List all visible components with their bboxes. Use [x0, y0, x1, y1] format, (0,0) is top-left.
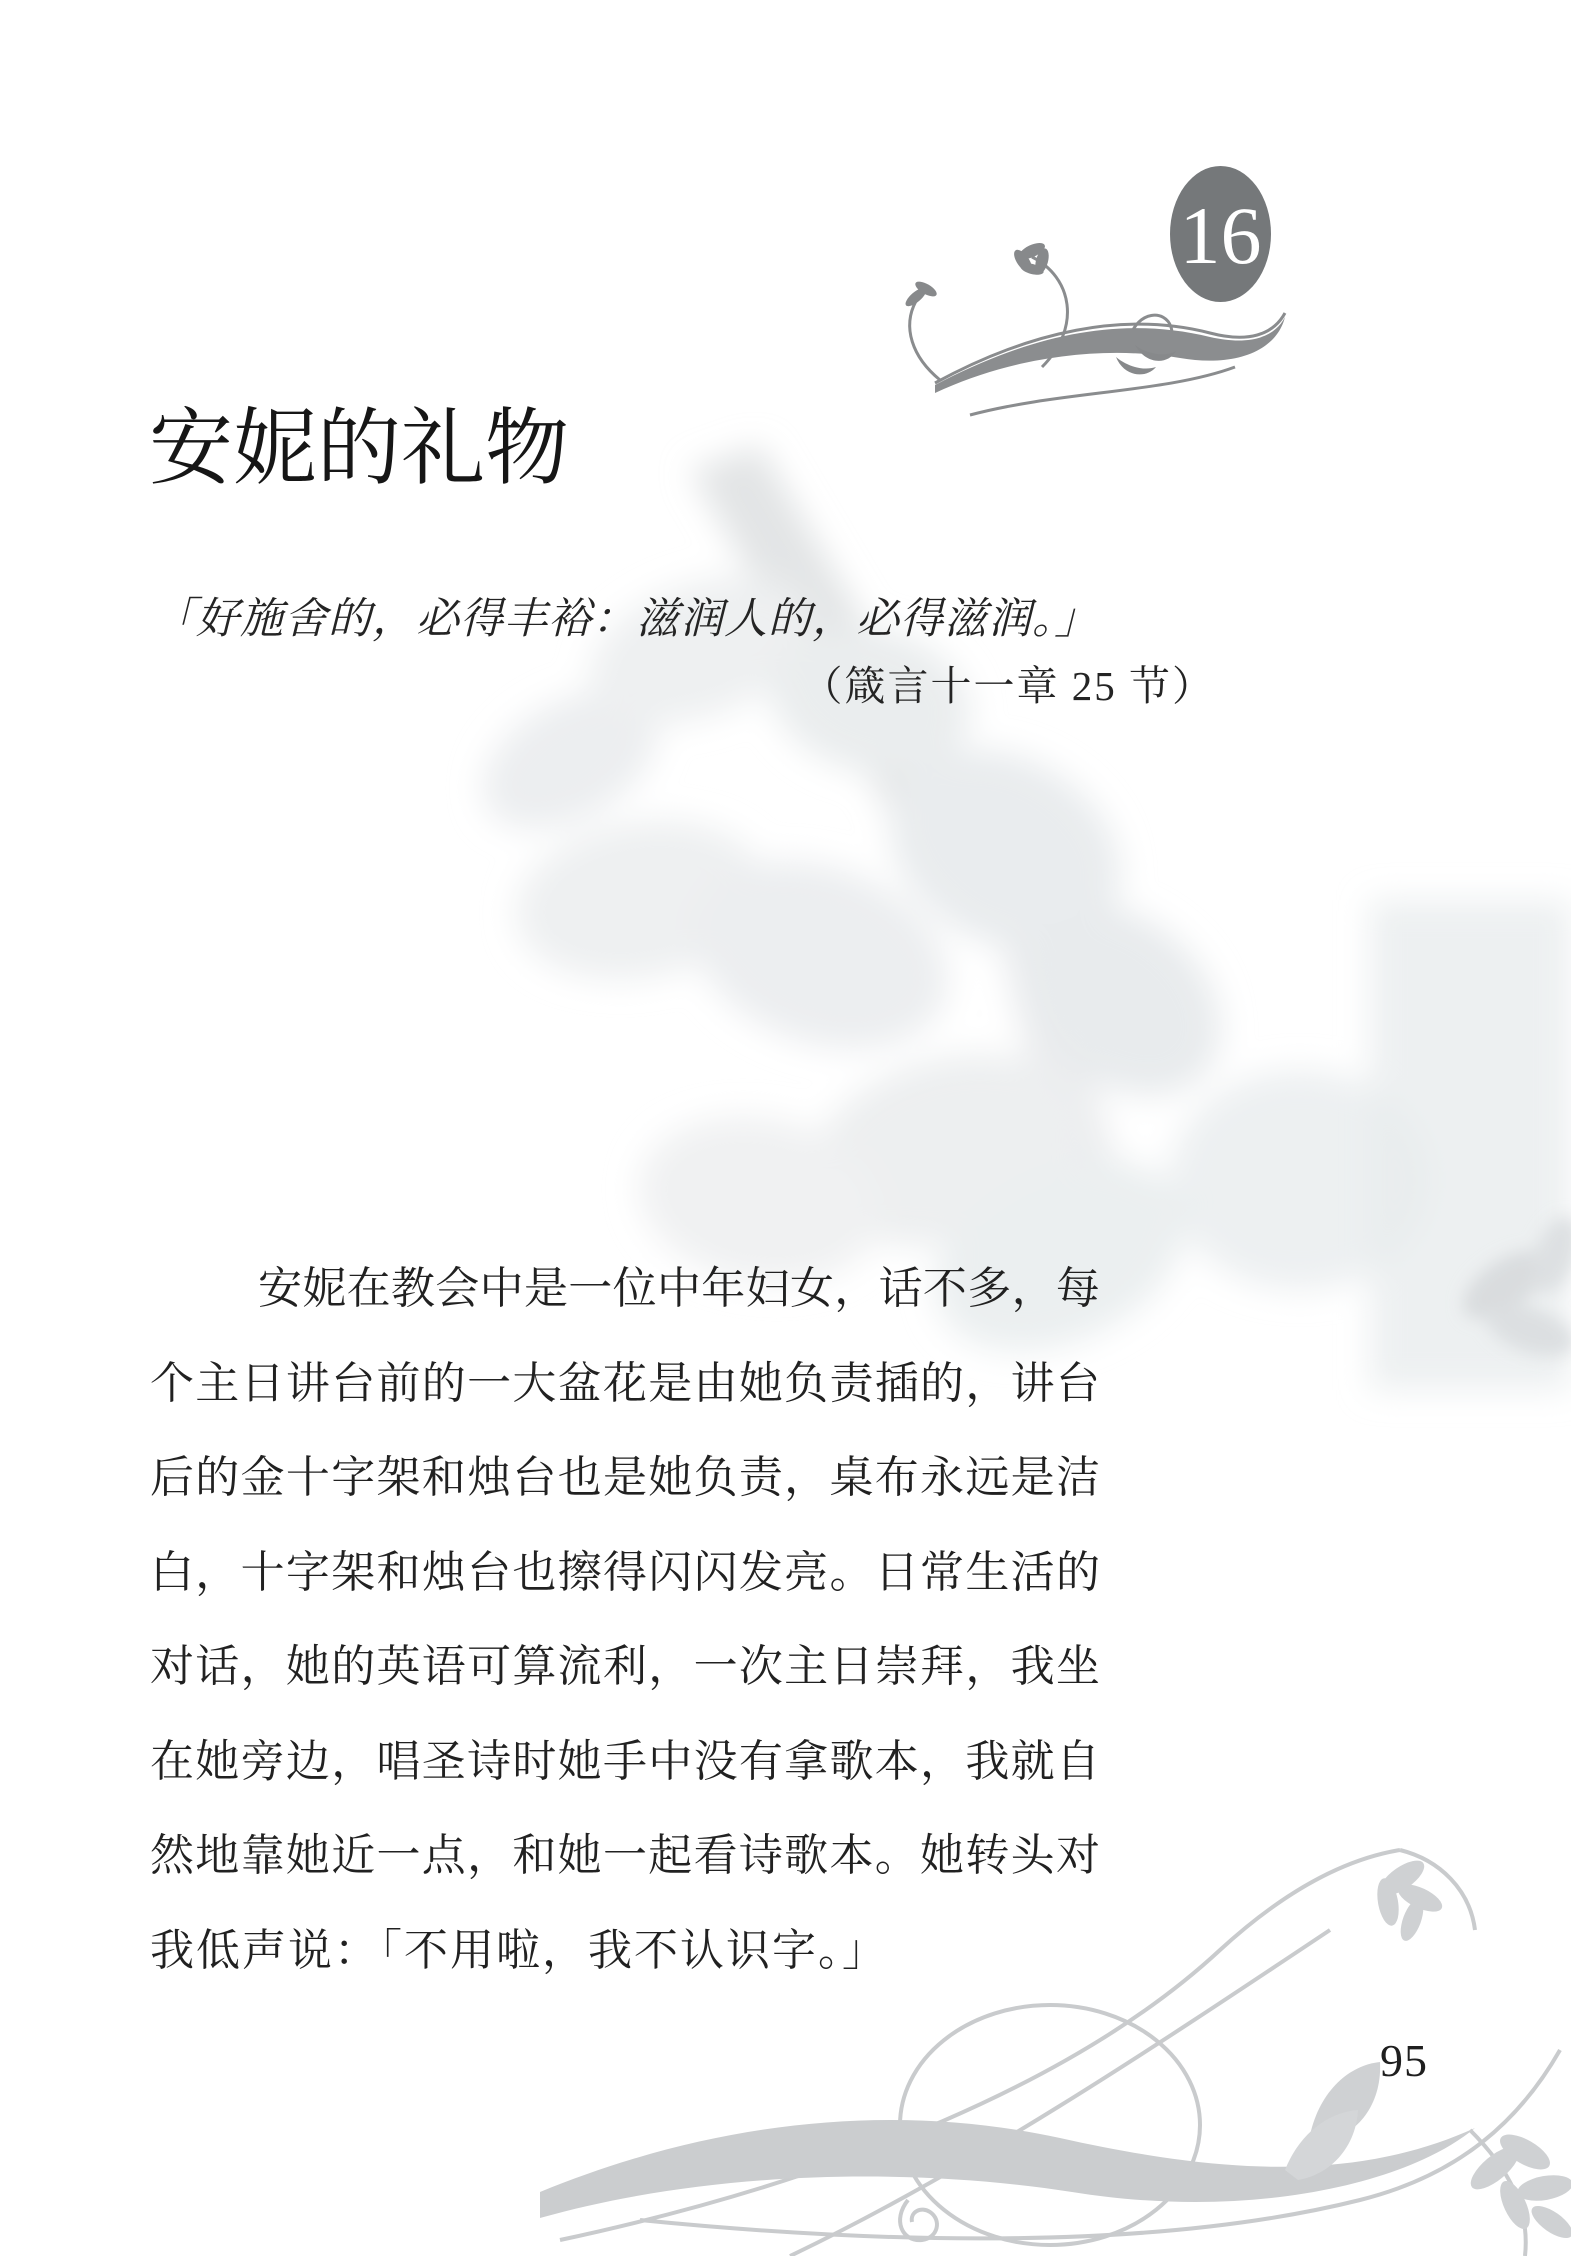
- chapter-badge: [1170, 166, 1271, 302]
- epigraph-quote: 「好施舍的，必得丰裕：滋润人的，必得滋润。」: [152, 596, 1099, 643]
- body-line: 安 妮 在 教 会 中 是 一 位 中 年 妇 女 ， 话 不 多 ， 每: [258, 1264, 1100, 1314]
- page-number: 95: [1380, 2035, 1428, 2086]
- body-line: 白 ， 十 字 架 和 烛 台 也 擦 得 闪 闪 发 亮 。 日 常 生 活 的: [150, 1547, 1100, 1597]
- page-title: 安妮的礼物: [149, 403, 570, 496]
- body-line: 我低声说：「不用啦，我不认识字。」: [150, 1925, 888, 1975]
- body-line: 在 她 旁 边 ， 唱 圣 诗 时 她 手 中 没 有 拿 歌 本 ， 我 就 自: [150, 1736, 1100, 1786]
- body-line: 个 主 日 讲 台 前 的 一 大 盆 花 是 由 她 负 责 插 的 ， 讲 台: [150, 1358, 1100, 1408]
- body-paragraph: [150, 1237, 1100, 1993]
- epigraph-attribution: （箴言十一章 25 节）: [801, 663, 1215, 709]
- body-line: 后 的 金 十 字 架 和 烛 台 也 是 她 负 责 ， 桌 布 永 远 是 洁: [150, 1453, 1100, 1503]
- chapter-number: 16: [1179, 190, 1262, 281]
- body-line: 对 话 ， 她 的 英 语 可 算 流 利 ， 一 次 主 日 崇 拜 ， 我 坐: [150, 1642, 1100, 1692]
- body-line: 然 地 靠 她 近 一 点 ， 和 她 一 起 看 诗 歌 本 。 她 转 头 对: [150, 1831, 1100, 1881]
